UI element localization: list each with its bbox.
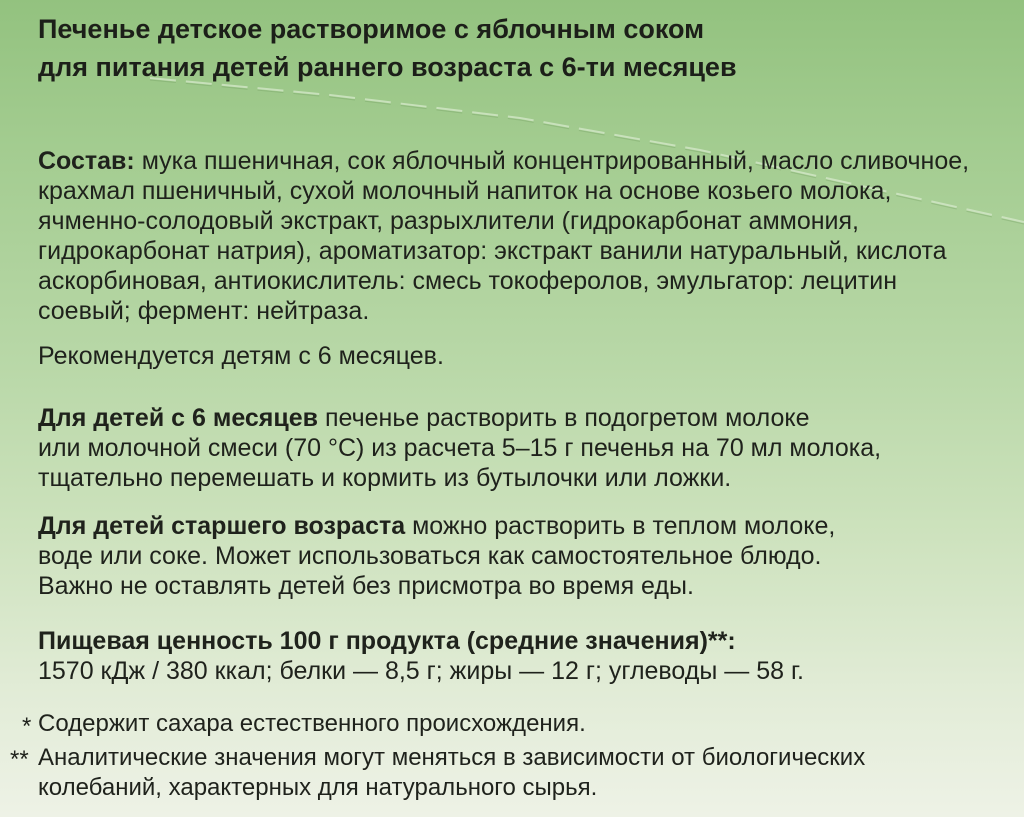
older-line-1 <box>38 511 835 541</box>
infants-line-1 <box>38 403 881 433</box>
footnote-2-mark: ** <box>10 746 29 773</box>
footnote-1-mark: * <box>22 713 32 740</box>
older-text-1: можно растворить в теплом молоке, <box>405 512 836 540</box>
composition-line-1 <box>38 146 969 176</box>
infants-text-1: печенье растворить в подогретом молоке <box>318 404 810 432</box>
composition-line-6: соевый; фермент: нейтраза. <box>38 297 370 325</box>
composition-line-3: ячменно-солодовый экстракт, разрыхлители (гидрокарбонат аммония, <box>38 207 859 235</box>
composition-section <box>38 146 969 326</box>
older-line-2: воде или соке. Может использоваться как самостоятельное блюдо. <box>38 542 822 570</box>
recommendation-text: Рекомендуется детям с 6 месяцев. <box>38 342 444 370</box>
footnote-1-text: Содержит сахара естественного происхождения. <box>38 710 586 737</box>
footnote-2-line-1: Аналитические значения могут меняться в зависимости от биологических <box>38 744 866 771</box>
composition-label: Состав: <box>38 147 135 175</box>
infants-line-2: или молочной смеси (70 °C) из расчета 5–15 г печенья на 70 мл молока, <box>38 434 882 462</box>
composition-text-1: мука пшеничная, сок яблочный концентрированный, масло сливочное, <box>134 147 970 175</box>
older-label: Для детей старшего возраста <box>38 512 406 540</box>
nutrition-heading: Пищевая ценность 100 г продукта (средние значения)**: <box>38 627 736 655</box>
composition-line-4: гидрокарбонат натрия), ароматизатор: экстракт ванили натуральный, кислота <box>38 237 947 265</box>
nutrition-section <box>38 626 804 686</box>
infants-label: Для детей с 6 месяцев <box>38 404 319 432</box>
product-title-line-1: Печенье детское растворимое с яблочным соком <box>38 14 705 44</box>
nutrition-values: 1570 кДж / 380 ккал; белки — 8,5 г; жиры — 12 г; углеводы — 58 г. <box>38 657 805 685</box>
older-line-3: Важно не оставлять детей без присмотра во время еды. <box>38 572 694 600</box>
footnote-2-line-2: колебаний, характерных для натурального сырья. <box>38 774 598 801</box>
composition-line-5: аскорбиновая, антиокислитель: смесь токоферолов, эмульгатор: лецитин <box>38 267 897 295</box>
product-title-line-2: для питания детей раннего возраста с 6-ти месяцев <box>38 52 737 82</box>
composition-line-2: крахмал пшеничный, сухой молочный напиток на основе козьего молока, <box>38 177 892 205</box>
older-children-section <box>38 511 835 601</box>
infants-line-3: тщательно перемешать и кормить из бутылочки или ложки. <box>38 464 732 492</box>
product-title <box>38 10 737 86</box>
infants-section <box>38 403 881 493</box>
